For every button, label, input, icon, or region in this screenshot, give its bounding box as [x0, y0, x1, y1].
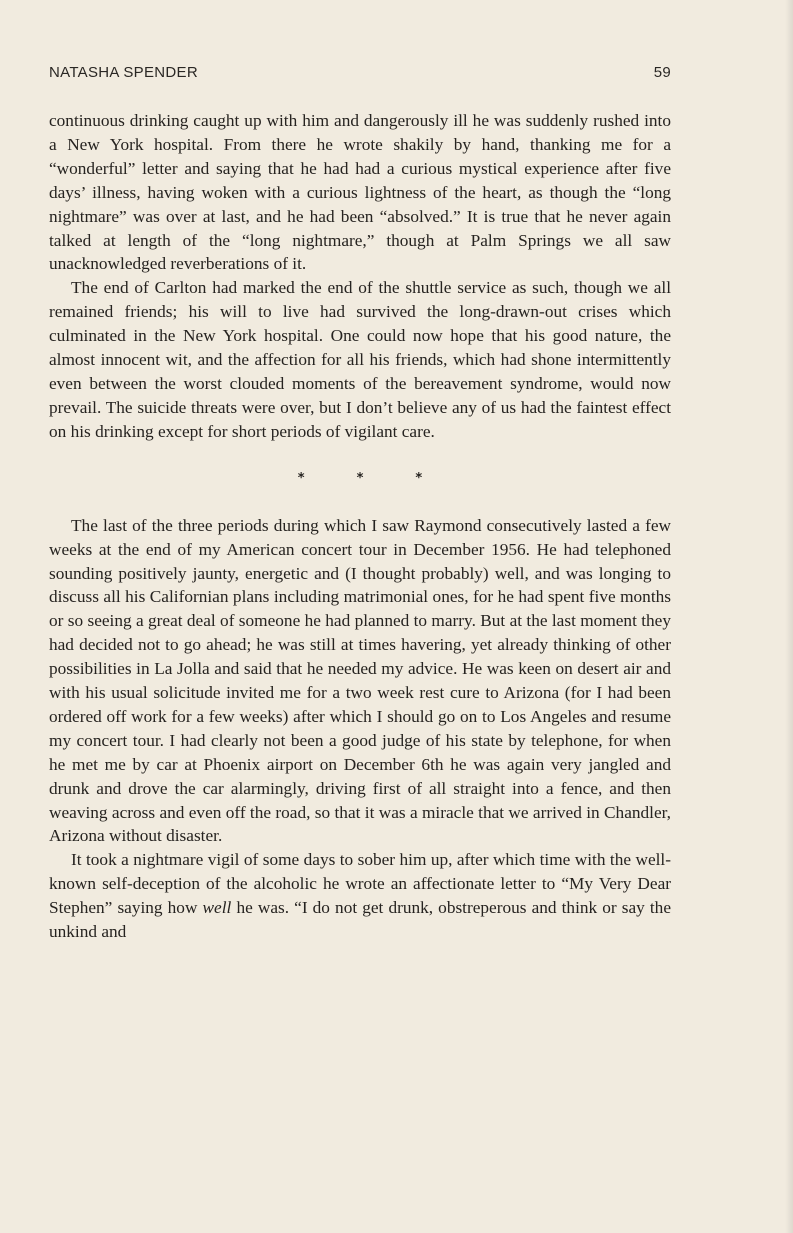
section-break-asterisk: *	[415, 470, 423, 486]
section-break	[49, 444, 671, 514]
section-break-asterisk: *	[356, 470, 364, 486]
paragraph-3: The last of the three periods during which I saw Raymond consecutively lasted a few weeks at the end of my American concert tour in December 1956. He had telephoned sounding positively jaunty, energetic and (I thought probably) well, and was longing to discuss all his Californian plans including matrimonial ones, for he had spent five months or so seeing a great deal of someone he had planned to marry. But at the last moment they had decided not to go ahead; he was still at times havering, yet already thinking of other possibilities in La Jolla and said that he needed my advice. He was keen on desert air and with his usual solicitude invited me for a two week rest cure to Arizona (for I had been ordered off work for a few weeks) after which I should go on to Los Angeles and resume my concert tour. I had clearly not been a good judge of his state by telephone, for when he met me by car at Phoenix airport on December 6th he was again very jangled and drunk and drove the car alarmingly, driving first of all straight into a fence, and then weaving across and even off the road, so that it was a miracle that we arrived in Chandler, Arizona without disaster.	[49, 515, 671, 846]
body-text	[49, 109, 671, 944]
paragraph-4-text-end: he was. “I do not get drunk, obstreperous and think or say the unkind and	[49, 898, 671, 942]
running-head	[49, 64, 671, 84]
paragraph-4	[49, 848, 671, 944]
page-number: 59	[653, 64, 671, 81]
running-head-author: NATASHA SPENDER	[49, 64, 198, 81]
paragraph-4-text-start: It took a nightmare vigil of some days to sober him up, after which time with the well-known self-deception of the alcoholic he wrote an affectionate letter to “My Very Dear Stephen” saying how	[49, 850, 671, 918]
paragraph-1: continuous drinking caught up with him and dangerously ill he was suddenly rushed into a New York hospital. From there he wrote shakily by hand, thanking me for a “wonderful” letter and saying that he had had a curious mystical experience after five days’ illness, having woken with a curious lightness of the heart, as though the “long nightmare” was over at last, and he had been “absolved.” It is true that he never again talked at length of the “long nightmare,” though at Palm Springs we all saw unacknowledged reverberations of it.	[49, 111, 671, 274]
section-break-asterisk: *	[297, 470, 305, 486]
paragraph-4-emphasis: well	[202, 898, 232, 918]
paragraph-2: The end of Carlton had marked the end of the shuttle service as such, though we all remained friends; his will to live had survived the long-drawn-out crises which culminated in the New York hospital. One could now hope that his good nature, the almost innocent wit, and the affection for all his friends, which had shone intermittently even between the worst clouded moments of the bereavement syndrome, would now prevail. The suicide threats were over, but I don’t believe any of us had the faintest effect on his drinking except for short periods of vigilant care.	[49, 278, 671, 441]
page-edge-shadow	[785, 0, 793, 1233]
